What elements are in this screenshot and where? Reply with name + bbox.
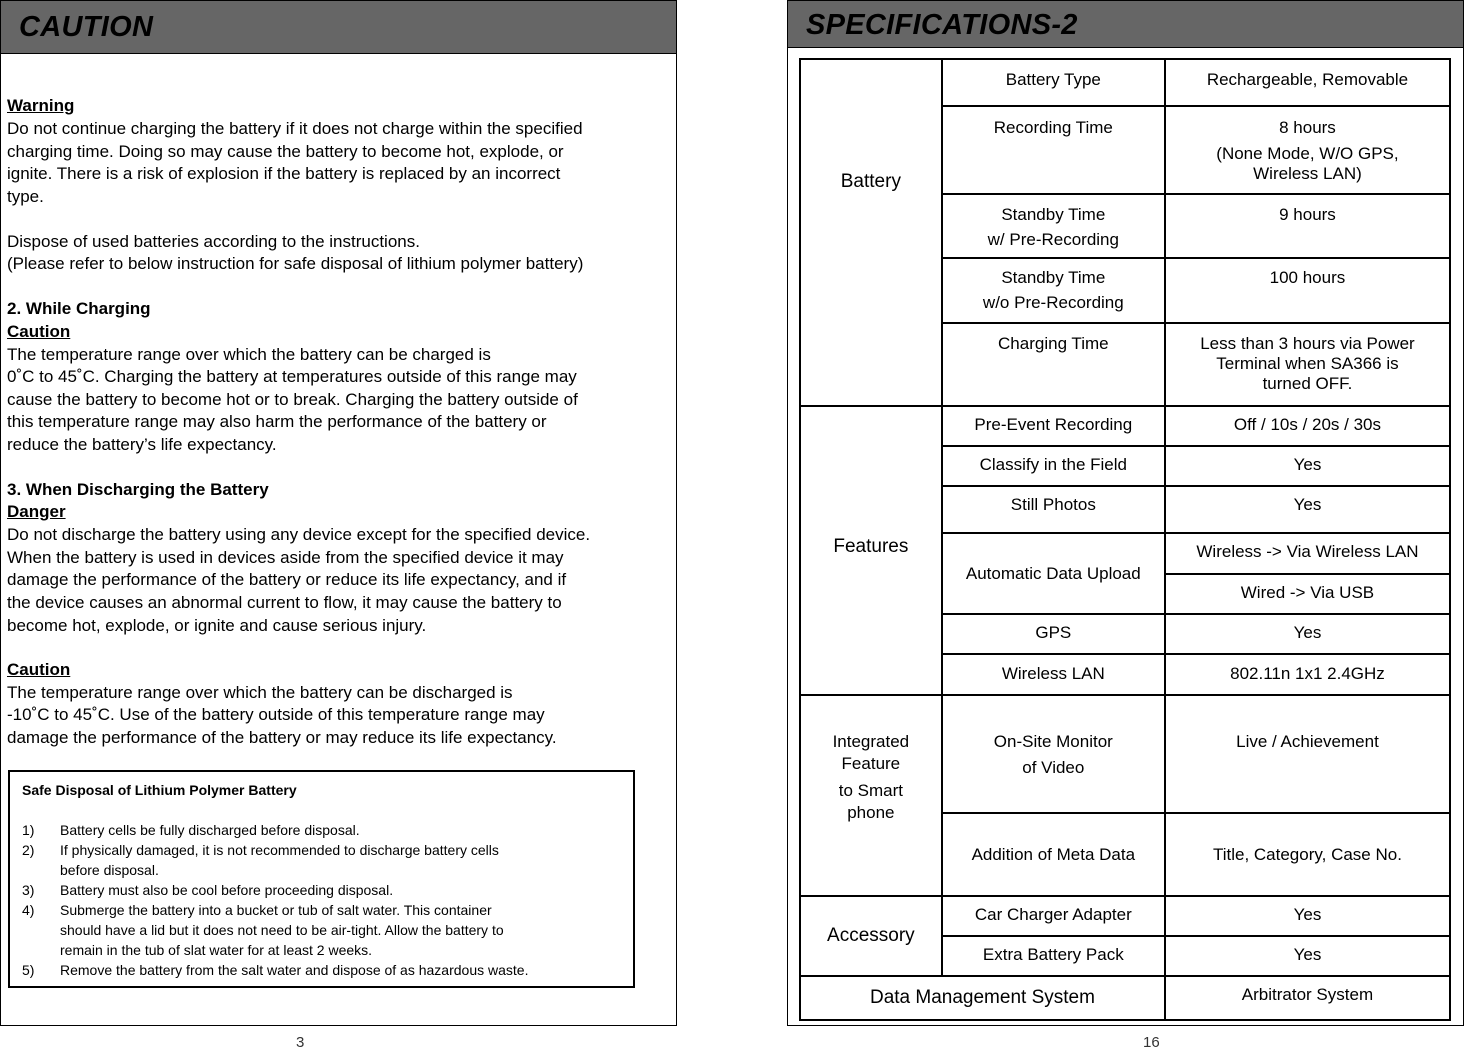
spec-value: Yes [1165, 486, 1450, 533]
spec-value: Rechargeable, Removable [1165, 59, 1450, 106]
warning-title: Warning [7, 96, 75, 115]
list-item: Battery must also be cool before proceeding disposal. [60, 882, 394, 898]
spec-value: Wireless -> Via Wireless LAN [1165, 533, 1450, 574]
spec-label: Standby Time w/o Pre-Recording [942, 258, 1165, 323]
charging-line: The temperature range over which the battery can be charged is [7, 345, 491, 364]
spec-label: Recording Time [942, 106, 1165, 194]
danger-subtitle: Danger [7, 502, 66, 521]
spec-label: Data Management System [800, 976, 1165, 1020]
list-item: Remove the battery from the salt water and dispose of as hazardous waste. [60, 962, 529, 978]
table-row [800, 406, 1450, 446]
danger-line: When the battery is used in devices aside from the specified device it may [7, 548, 564, 567]
spec-value: 100 hours [1165, 258, 1450, 323]
spec-value: Yes [1165, 936, 1450, 976]
caution-title: CAUTION [19, 11, 154, 43]
spec-value: 9 hours [1165, 194, 1450, 258]
page-number-left: 3 [296, 1034, 305, 1051]
spec-label: Standby Time w/ Pre-Recording [942, 194, 1165, 258]
spec-value: Yes [1165, 446, 1450, 486]
table-row [800, 695, 1450, 813]
charging-line: 0˚C to 45˚C. Charging the battery at temperatures outside of this range may [7, 367, 577, 386]
danger-line: become hot, explode, or ignite and cause serious injury. [7, 616, 427, 635]
charging-heading: 2. While Charging [7, 299, 151, 318]
category-accessory: Accessory [800, 896, 942, 976]
caution-subtitle: Caution [7, 322, 71, 341]
table-row [800, 976, 1450, 1020]
spec-label: Pre-Event Recording [942, 406, 1165, 446]
caution2-line: -10˚C to 45˚C. Use of the battery outside of this temperature range may [7, 705, 545, 724]
spec-label: On-Site Monitor of Video [942, 695, 1165, 813]
list-item: Submerge the battery into a bucket or tub of salt water. This container [60, 902, 492, 918]
spec-value: Off / 10s / 20s / 30s [1165, 406, 1450, 446]
list-number: 5) [22, 962, 35, 978]
caution-header [1, 1, 676, 54]
spec-label: Extra Battery Pack [942, 936, 1165, 976]
spec-value: Wired -> Via USB [1165, 574, 1450, 614]
charging-line: this temperature range may also harm the performance of the battery or [7, 412, 547, 431]
spec-value: Less than 3 hours via Power Terminal when SA366 is turned OFF. [1165, 323, 1450, 406]
category-integrated: Integrated Feature to Smart phone [800, 695, 942, 896]
spec-label: Car Charger Adapter [942, 896, 1165, 936]
danger-line: the device causes an abnormal current to flow, it may cause the battery to [7, 593, 562, 612]
dispose-line: Dispose of used batteries according to the instructions. [7, 232, 420, 251]
danger-line: damage the performance of the battery or reduce its life expectancy, and if [7, 570, 567, 589]
safe-disposal-title: Safe Disposal of Lithium Polymer Battery [22, 782, 297, 798]
page-number-right: 16 [1143, 1034, 1160, 1051]
spec-label: Still Photos [942, 486, 1165, 533]
caution2-subtitle: Caution [7, 660, 71, 679]
dispose-line: (Please refer to below instruction for safe disposal of lithium polymer battery) [7, 254, 584, 273]
warning-line: charging time. Doing so may cause the battery to become hot, explode, or [7, 142, 564, 161]
spec-label: Classify in the Field [942, 446, 1165, 486]
list-item: should have a lid but it does not need to be air-tight. Allow the battery to [60, 922, 504, 938]
list-number: 2) [22, 842, 35, 858]
warning-line: Do not continue charging the battery if it does not charge within the specified [7, 119, 583, 138]
list-number: 1) [22, 822, 35, 838]
list-number: 3) [22, 882, 35, 898]
list-item: Battery cells be fully discharged before disposal. [60, 822, 360, 838]
warning-line: type. [7, 187, 44, 206]
spec-label: Automatic Data Upload [942, 533, 1165, 614]
spec-value: 8 hours (None Mode, W/O GPS, Wireless LAN) [1165, 106, 1450, 194]
spec-label: Charging Time [942, 323, 1165, 406]
category-features: Features [800, 406, 942, 695]
table-row [800, 59, 1450, 106]
spec-value: Arbitrator System [1165, 976, 1450, 1020]
danger-line: Do not discharge the battery using any device except for the specified device. [7, 525, 591, 544]
caution2-line: The temperature range over which the battery can be discharged is [7, 683, 513, 702]
spec-value: Yes [1165, 896, 1450, 936]
specifications-header [788, 1, 1463, 48]
charging-line: reduce the battery’s life expectancy. [7, 435, 277, 454]
charging-line: cause the battery to become hot or to break. Charging the battery outside of [7, 390, 578, 409]
warning-line: ignite. There is a risk of explosion if the battery is replaced by an incorrect [7, 164, 561, 183]
category-battery: Battery [800, 59, 942, 406]
spec-label: Battery Type [942, 59, 1165, 106]
caution2-line: damage the performance of the battery or may reduce its life expectancy. [7, 728, 557, 747]
spec-value: Live / Achievement [1165, 695, 1450, 813]
specifications-table [799, 58, 1451, 1021]
list-item: before disposal. [60, 862, 159, 878]
spec-label: GPS [942, 614, 1165, 654]
discharging-heading: 3. When Discharging the Battery [7, 480, 269, 499]
spec-label: Wireless LAN [942, 654, 1165, 695]
spec-value: Title, Category, Case No. [1165, 813, 1450, 896]
spec-value: 802.11n 1x1 2.4GHz [1165, 654, 1450, 695]
spec-value: Yes [1165, 614, 1450, 654]
list-number: 4) [22, 902, 35, 918]
spec-label: Addition of Meta Data [942, 813, 1165, 896]
specifications-title: SPECIFICATIONS-2 [806, 9, 1078, 41]
safe-disposal-box [8, 770, 635, 988]
table-row [800, 896, 1450, 936]
list-item: remain in the tub of slat water for at least 2 weeks. [60, 942, 373, 958]
list-item: If physically damaged, it is not recommended to discharge battery cells [60, 842, 499, 858]
